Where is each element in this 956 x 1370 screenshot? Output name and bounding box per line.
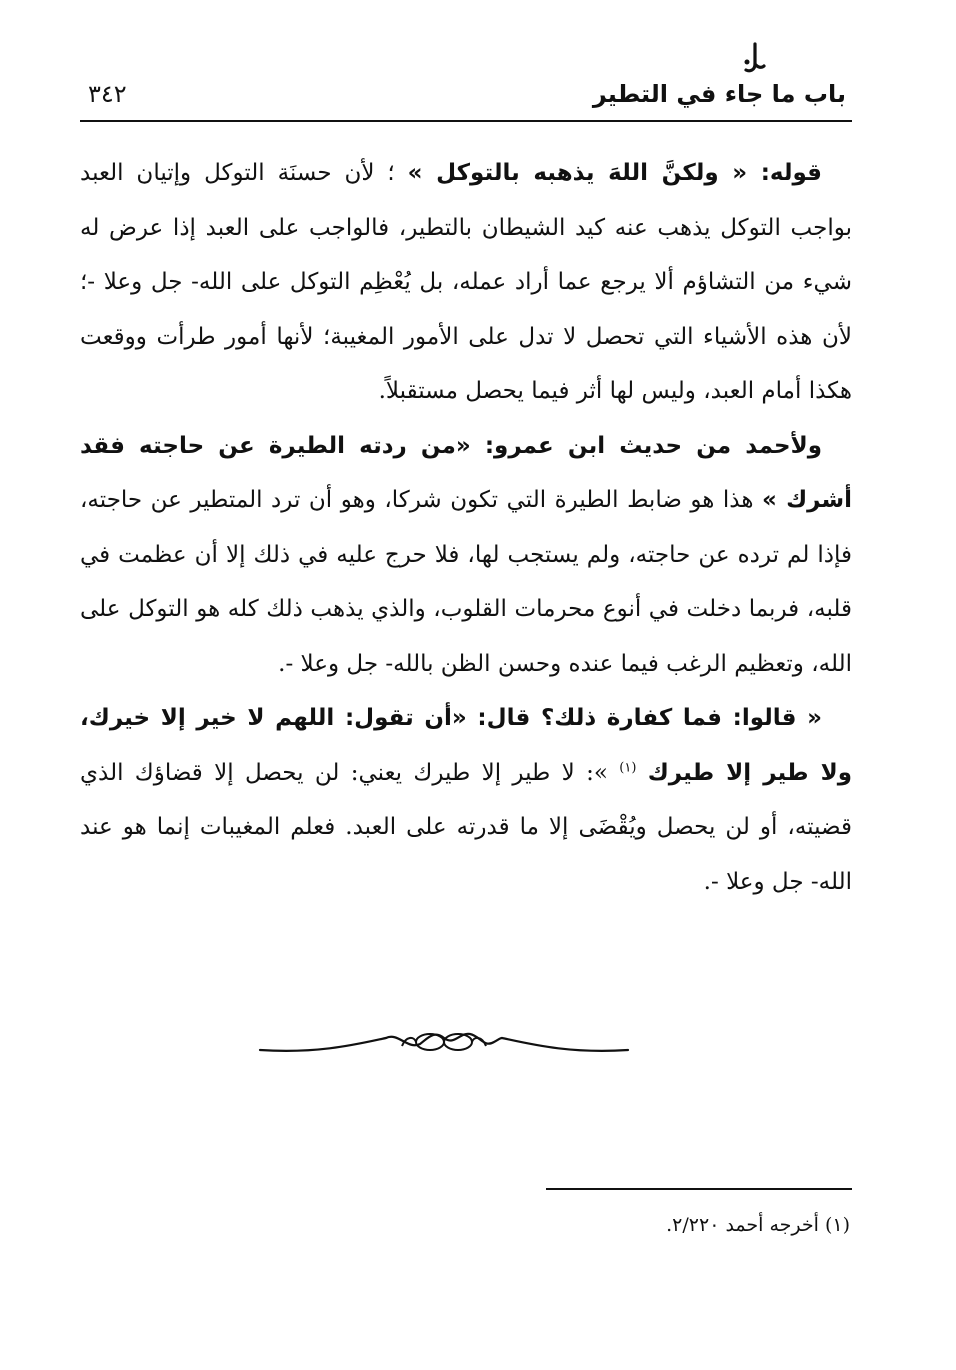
body-text xyxy=(80,146,852,909)
quoted-text: قوله: « ولكنَّ اللهَ يذهبه بالتوكل » xyxy=(407,160,822,186)
footnote: (١) أخرجه أحمد ٢/٢٢٠. xyxy=(666,1214,850,1236)
chapter-title: باب ما جاء في التطير xyxy=(592,80,846,108)
quoted-text: ولأحمد من حديث ابن عمرو: «من ردته الطيرة عن حاجته فقد أشرك » xyxy=(80,432,852,513)
page-number: ٣٤٢ xyxy=(88,80,127,108)
commentary-text: ؛ لأن حسنَة التوكل وإتيان العبد بواجب التوكل يذهب عنه كيد الشيطان بالتطير، فالواجب على العبد إذا عرض له شيء من التشاؤم ألا يرجع عما أراد عمله، بل يُعْظِم التوكل على الله- جل وعلا -؛ لأن هذه الأشياء التي تحصل لا تدل على الأمور المغيبة؛ لأنها أمور طرأت ووقعت هكذا أمام العبد، وليس لها أثر فيما يحصل مستقبلاً. xyxy=(80,160,852,404)
footnote-divider xyxy=(546,1188,852,1190)
paragraph-1 xyxy=(80,146,852,419)
commentary-text: »: لا طير إلا طيرك يعني: لن يحصل إلا قضاؤك الذي قضيته، أو لن يحصل ويُقْضَى إلا ما قدرته على العبد. فعلم المغيبات إنما هو عند الله- جل وعلا -. xyxy=(80,759,852,895)
header-ornament-icon xyxy=(738,42,768,78)
paragraph-2 xyxy=(80,419,852,692)
ornament-divider-icon xyxy=(258,1020,630,1070)
paragraph-3 xyxy=(80,691,852,909)
footnote-reference[interactable]: (١) xyxy=(619,759,637,775)
header-divider xyxy=(80,120,852,122)
quoted-text: « قالوا: فما كفارة ذلك؟ قال: «أن تقول: اللهم لا خير إلا خيرك، ولا طير إلا طيرك xyxy=(80,705,852,786)
commentary-text: هذا هو ضابط الطيرة التي تكون شركا، وهو أن ترد المتطير عن حاجته، فإذا لم ترده عن حاجته، ولم يستجب لها، فلا حرج عليه في ذلك إلا أن عظمت في قلبه، فربما دخلت في أنوع محرمات القلوب، والذي يذهب ذلك كله هو التوكل على الله، وتعظيم الرغب فيما عنده وحسن الظن بالله- جل وعلا -. xyxy=(80,487,852,677)
